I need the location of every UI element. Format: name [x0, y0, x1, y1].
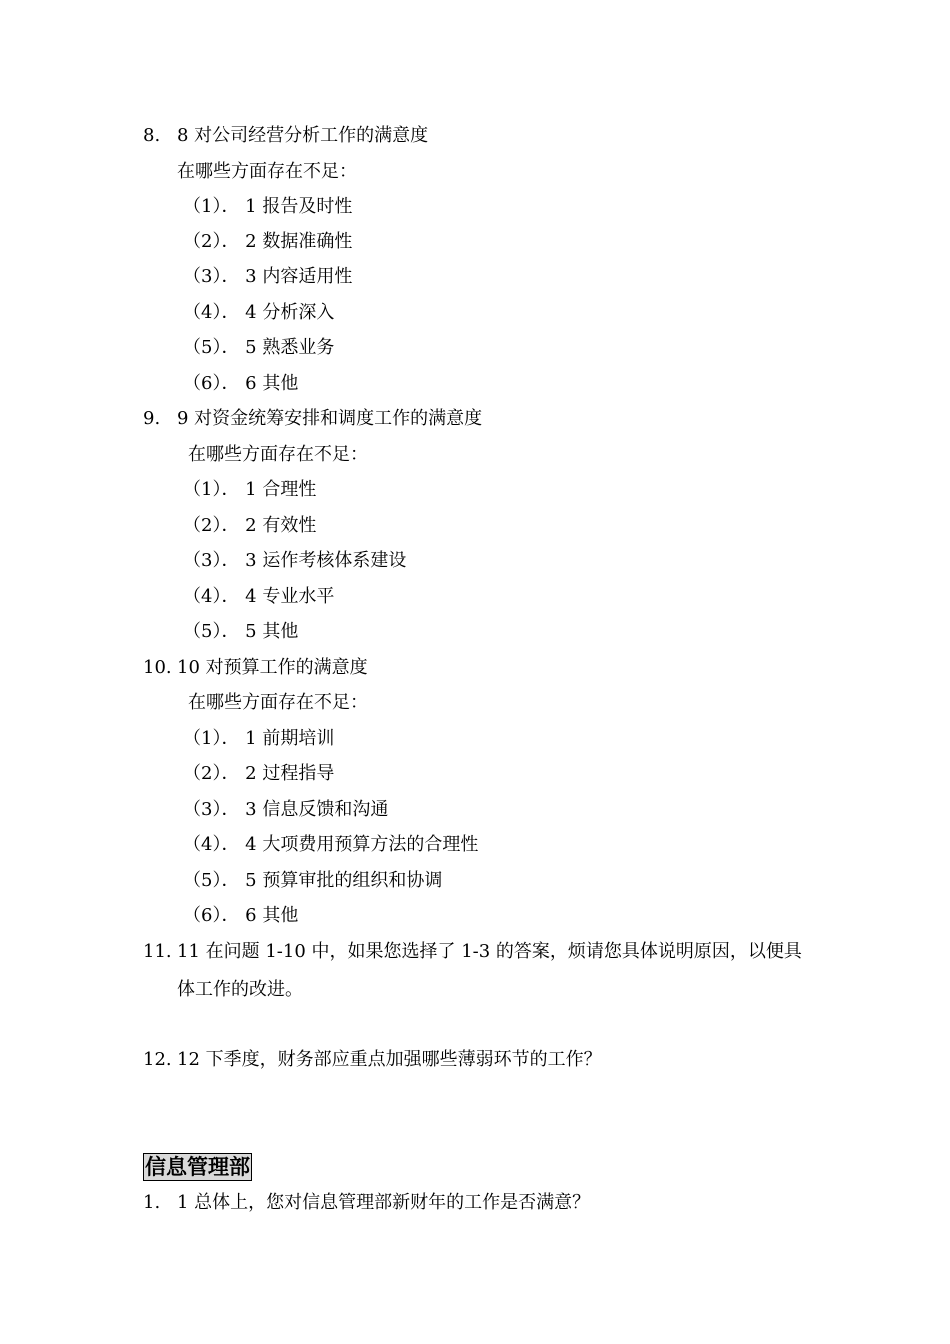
option-item: （2）． 2 数据准确性 [183, 231, 353, 252]
option-item: （4）． 4 大项费用预算方法的合理性 [183, 834, 479, 855]
deficiency-prompt: 在哪些方面存在不足： [177, 161, 357, 182]
question-text: 10 对预算工作的满意度 [177, 657, 368, 678]
question-text: 1 总体上，您对信息管理部新财年的工作是否满意？ [177, 1192, 591, 1213]
question-number: 10. [143, 657, 172, 678]
question-text: 9 对资金统筹安排和调度工作的满意度 [177, 408, 483, 429]
option-item: （3）． 3 内容适用性 [183, 266, 353, 287]
option-item: （5）． 5 预算审批的组织和协调 [183, 870, 443, 891]
option-item: （1）． 1 报告及时性 [183, 196, 353, 217]
option-item: （4）． 4 分析深入 [183, 302, 335, 323]
option-item: （3）． 3 运作考核体系建设 [183, 550, 407, 571]
question-text-continued: 体工作的改进。 [177, 979, 303, 1000]
option-item: （6）． 6 其他 [183, 905, 299, 926]
question-number: 11. [143, 941, 172, 962]
option-item: （1）． 1 合理性 [183, 479, 317, 500]
deficiency-prompt: 在哪些方面存在不足： [188, 444, 368, 465]
question-number: 1. [143, 1192, 161, 1213]
question-number: 12. [143, 1049, 172, 1070]
option-item: （4）． 4 专业水平 [183, 586, 335, 607]
option-item: （5）． 5 其他 [183, 621, 299, 642]
question-number: 9. [143, 408, 161, 429]
section-heading: 信息管理部 [145, 1155, 250, 1179]
option-item: （3）． 3 信息反馈和沟通 [183, 799, 389, 820]
question-text: 11 在问题 1-10 中，如果您选择了 1-3 的答案，烦请您具体说明原因，以便具 [177, 941, 802, 962]
option-item: （2）． 2 过程指导 [183, 763, 335, 784]
option-item: （2）． 2 有效性 [183, 515, 317, 536]
option-item: （6）． 6 其他 [183, 373, 299, 394]
option-item: （1）． 1 前期培训 [183, 728, 335, 749]
option-item: （5）． 5 熟悉业务 [183, 337, 335, 358]
question-text: 8 对公司经营分析工作的满意度 [177, 125, 429, 146]
question-number: 8. [143, 125, 161, 146]
question-text: 12 下季度，财务部应重点加强哪些薄弱环节的工作？ [177, 1049, 602, 1070]
deficiency-prompt: 在哪些方面存在不足： [188, 692, 368, 713]
